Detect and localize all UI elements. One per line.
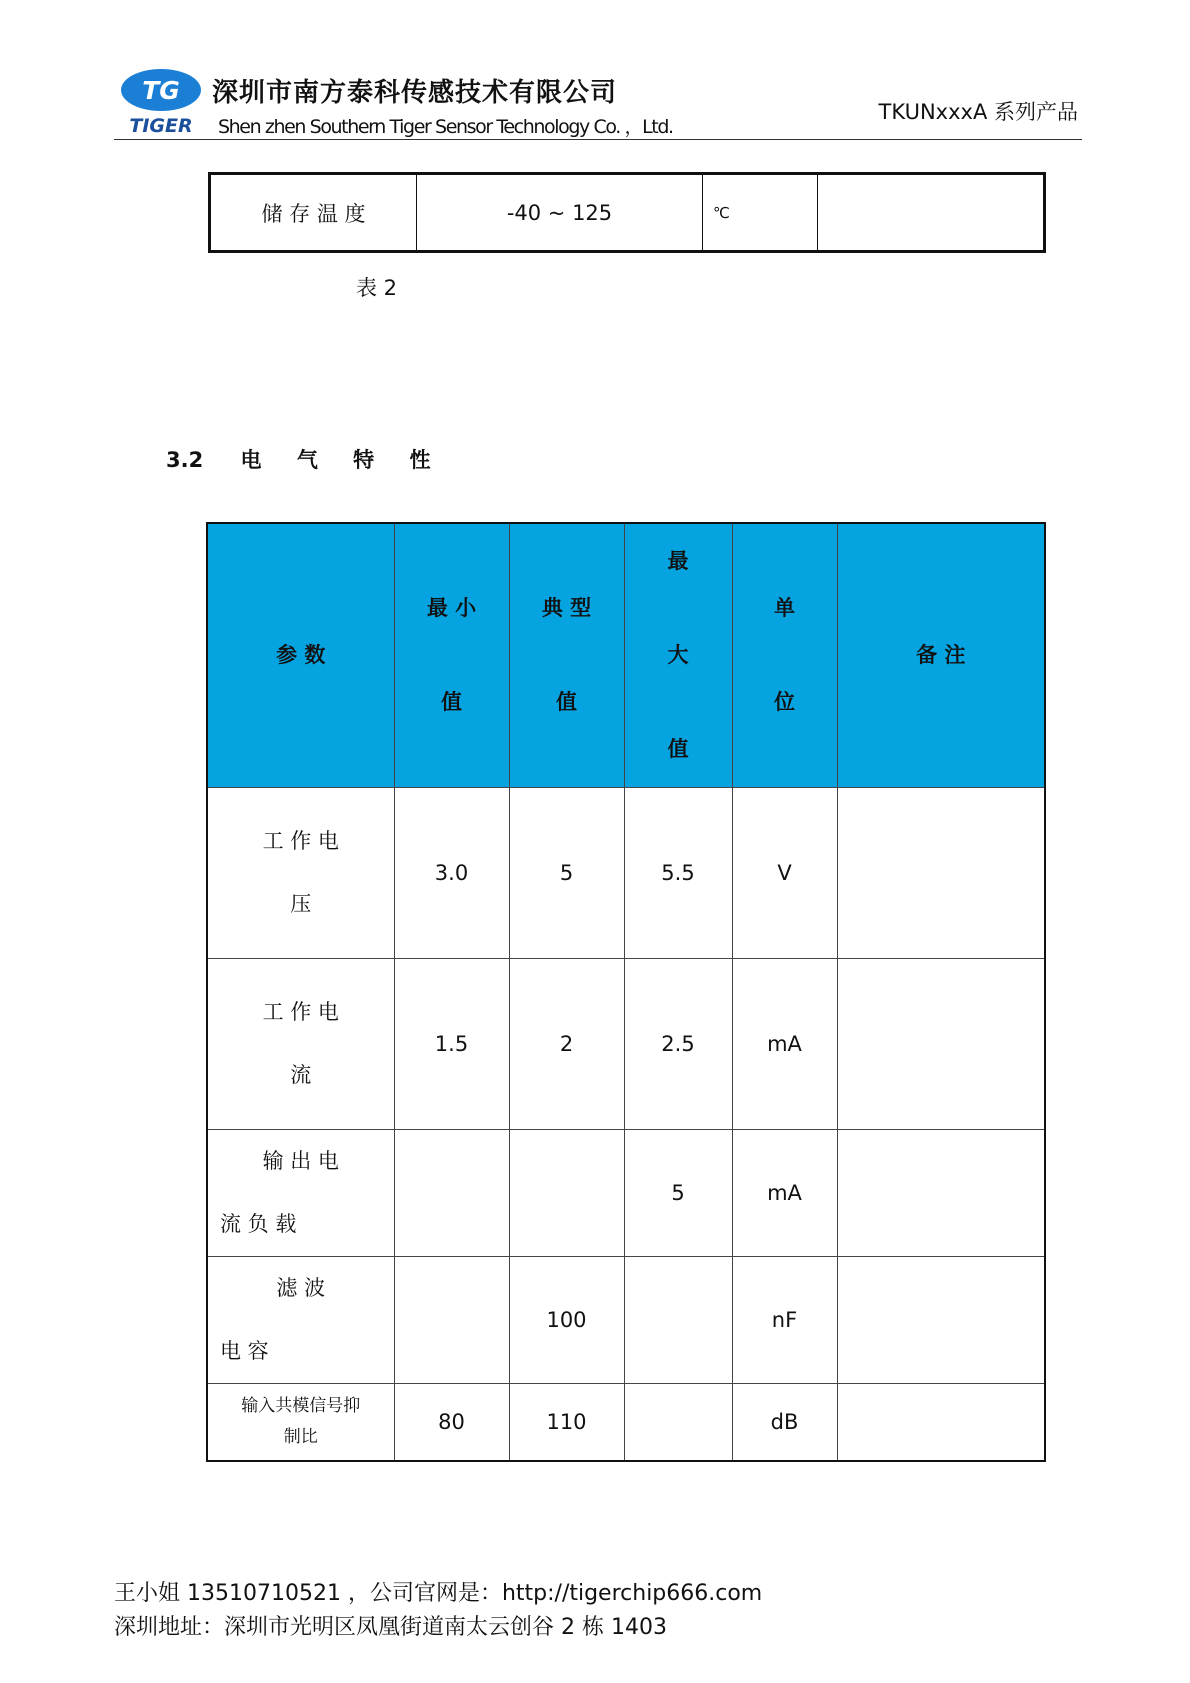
row-max — [624, 1257, 732, 1384]
logo-brand: TIGER — [129, 115, 193, 137]
storage-temperature-table — [208, 172, 1046, 253]
unit-cell: ℃ — [703, 174, 818, 252]
table-row — [207, 1130, 1045, 1257]
table-row — [207, 959, 1045, 1130]
header-param: 参 数 — [207, 523, 394, 788]
table-header-row — [207, 523, 1045, 788]
table-row — [210, 174, 1045, 252]
row-max: 5.5 — [624, 788, 732, 959]
product-series: TKUNxxxA 系列产品 — [878, 100, 1078, 124]
range-cell: -40 ~ 125 — [417, 174, 703, 252]
row-unit: nF — [732, 1257, 837, 1384]
row-unit: mA — [732, 959, 837, 1130]
header-min: 最 小 值 — [394, 523, 509, 788]
row-note — [837, 1384, 1045, 1462]
row-unit: dB — [732, 1384, 837, 1462]
row-max: 5 — [624, 1130, 732, 1257]
param-cell: 储 存 温 度 — [210, 174, 417, 252]
logo-letters: TG — [142, 76, 180, 105]
table-caption: 表 2 — [356, 276, 398, 300]
row-min — [394, 1130, 509, 1257]
row-label: 工 作 电 压 — [207, 788, 394, 959]
row-label: 输入共模信号抑 制比 — [207, 1384, 394, 1462]
section-title: 电 气 特 性 — [240, 448, 445, 472]
row-note — [837, 1257, 1045, 1384]
header-note: 备 注 — [837, 523, 1045, 788]
row-typ: 5 — [509, 788, 624, 959]
header-typ: 典 型 值 — [509, 523, 624, 788]
table-row — [207, 1384, 1045, 1462]
row-unit: mA — [732, 1130, 837, 1257]
note-cell — [818, 174, 1045, 252]
table-row — [207, 1257, 1045, 1384]
row-typ: 110 — [509, 1384, 624, 1462]
row-min: 3.0 — [394, 788, 509, 959]
company-name-cn: 深圳市南方泰科传感技术有限公司 — [212, 78, 618, 108]
row-min — [394, 1257, 509, 1384]
section-number: 3.2 — [166, 448, 204, 472]
row-label: 滤 波 电 容 — [207, 1257, 394, 1384]
electrical-characteristics-table — [206, 522, 1046, 1462]
row-typ — [509, 1130, 624, 1257]
row-unit: V — [732, 788, 837, 959]
table-row — [207, 788, 1045, 959]
row-min: 80 — [394, 1384, 509, 1462]
row-min: 1.5 — [394, 959, 509, 1130]
footer-address: 深圳地址：深圳市光明区凤凰街道南太云创谷 2 栋 1403 — [114, 1615, 667, 1640]
row-note — [837, 1130, 1045, 1257]
company-logo — [118, 66, 204, 138]
header-max: 最 大 值 — [624, 523, 732, 788]
section-heading — [166, 444, 444, 474]
row-max — [624, 1384, 732, 1462]
row-note — [837, 788, 1045, 959]
row-label: 输 出 电 流 负 载 — [207, 1130, 394, 1257]
header-divider — [114, 139, 1082, 140]
header-unit: 单 位 — [732, 523, 837, 788]
row-label: 工 作 电 流 — [207, 959, 394, 1130]
row-max: 2.5 — [624, 959, 732, 1130]
row-typ: 2 — [509, 959, 624, 1130]
row-note — [837, 959, 1045, 1130]
footer-contact: 王小姐 13510710521 ，公司官网是：http://tigerchip666.com — [114, 1581, 763, 1606]
row-typ: 100 — [509, 1257, 624, 1384]
company-name-en: Shen zhen Southern Tiger Sensor Technology Co. ，Ltd. — [218, 116, 673, 138]
